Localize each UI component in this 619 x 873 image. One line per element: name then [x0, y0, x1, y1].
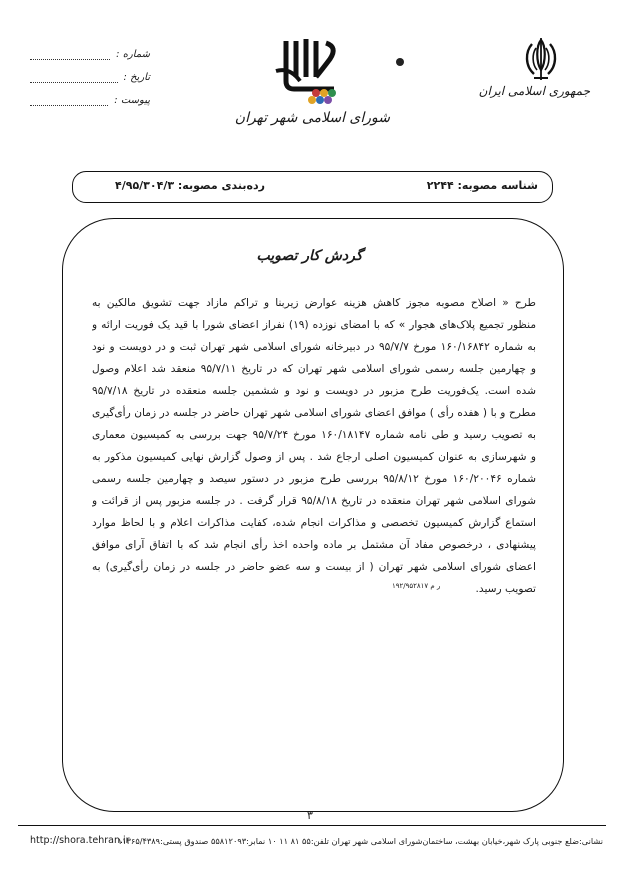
body-line: و چهارمین جلسه رسمی شورای اسلامی شهر تهران که در تاریخ ۹۵/۷/۱۱ منعقد شد اعلام وصول: [92, 363, 536, 375]
body-line: پیشنهادی ، درخصوص مفاد آن مشتمل بر ماده واحده اخذ رأی انجام شد که با اتفاق آرای موافق: [92, 539, 536, 551]
body-line: مطرح و با ( هفده رأی ) موافق اعضای شورای اسلامی شهر تهران حاضر در جلسه در زمان رأی‌گیری: [92, 407, 536, 419]
attachment-label: پیوست :: [114, 95, 150, 106]
body-line: اعضای شورای اسلامی شهر تهران ( از بیست و سه عضو حاضر در جلسه در زمان رأی‌گیری) به: [92, 561, 536, 573]
body-line: شده است. یک‌فوریت طرح مزبور در دویست و نود و ششمین جلسه منعقده در تاریخ ۹۵/۷/۱۸: [92, 385, 536, 397]
approval-classification-text: رده‌بندی مصوبه: ۴/۹۵/۳۰۴/۳: [115, 179, 265, 192]
attachment-line: [30, 95, 108, 106]
body-line: شماره ۱۶۰/۲۰۰۴۶ مورخ ۹۵/۸/۱۲ بررسی طرح مزبور در دستور سیصد و چهارمین جلسه رسمی: [92, 473, 536, 485]
ink-mark: [396, 58, 404, 66]
footer-website-link[interactable]: http://shora.tehran.ir: [30, 835, 130, 846]
registration-stamp: ر م ۱۹۲/۹۵۲۸۱۷: [392, 582, 441, 590]
republic-text: جمهوری اسلامی ایران: [478, 84, 590, 98]
footer-address: نشانی:ضلع جنوبی پارک شهر،خیابان بهشت، ساختمان‌شورای اسلامی شهر تهران تلفن:۵۵ ۸۱ ۱۱ ۱۰ نمابر:۵۵۸۱۲۰۹۳ صندوق پستی:۱۱۳۶۵/۴۳۸۹: [117, 836, 603, 846]
body-line: تصویب رسید.: [475, 583, 536, 595]
city-council-logo-icon: [272, 37, 356, 107]
council-name-text: شورای اسلامی شهر تهران: [234, 110, 390, 126]
number-field: [30, 44, 150, 60]
date-field: [30, 67, 150, 83]
body-line: و شهرسازی به عنوان کمیسیون اصلی ارجاع شد . پس از وصول گزارش نهایی کمیسیون مذکور به: [92, 451, 536, 463]
body-line: به تصویب رسید و طی نامه شماره ۱۶۰/۱۸۱۴۷ مورخ ۹۵/۷/۲۴ جهت بررسی به کمیسیون معماری: [92, 429, 536, 441]
iran-emblem-icon: [522, 36, 560, 82]
document-title: گردش کار تصویب: [256, 248, 363, 264]
date-label: تاریخ :: [123, 72, 150, 83]
document-body: [92, 292, 536, 600]
footer-divider: [18, 825, 606, 826]
approval-id-box: [72, 171, 553, 203]
attachment-field: [30, 90, 150, 106]
approval-id-text: شناسه مصوبه: ۲۲۴۴: [426, 179, 538, 192]
body-line: منظور تجمیع پلاک‌های هجوار » که با امضای نوزده (۱۹) نفراز اعضای شورا با قید یک فوریت ارائه و: [92, 319, 536, 331]
number-line: [30, 49, 110, 60]
page-number: ۳: [307, 809, 313, 822]
body-line: استماع گزارش کمیسیون تخصصی و مذاکرات انجام شده، کفایت مذاکرات اعلام و با لحاظ موارد: [92, 517, 536, 529]
number-label: شماره :: [116, 49, 150, 60]
body-line: طرح « اصلاح مصوبه مجوز کاهش هزینه عوارض زیربنا و تراکم مازاد جهت تشویق مالکین به: [92, 297, 536, 309]
date-line: [30, 72, 118, 83]
body-line: شورای اسلامی شهر تهران منعقده در تاریخ ۹۵/۸/۱۸ قرار گرفت . در جلسه مزبور پس از قرائت و: [92, 495, 536, 507]
body-line: به شماره ۱۶۰/۱۶۸۴۲ مورخ ۹۵/۷/۷ در دبیرخانه شورای اسلامی شهر تهران ثبت و در دویست و نود: [92, 341, 536, 353]
